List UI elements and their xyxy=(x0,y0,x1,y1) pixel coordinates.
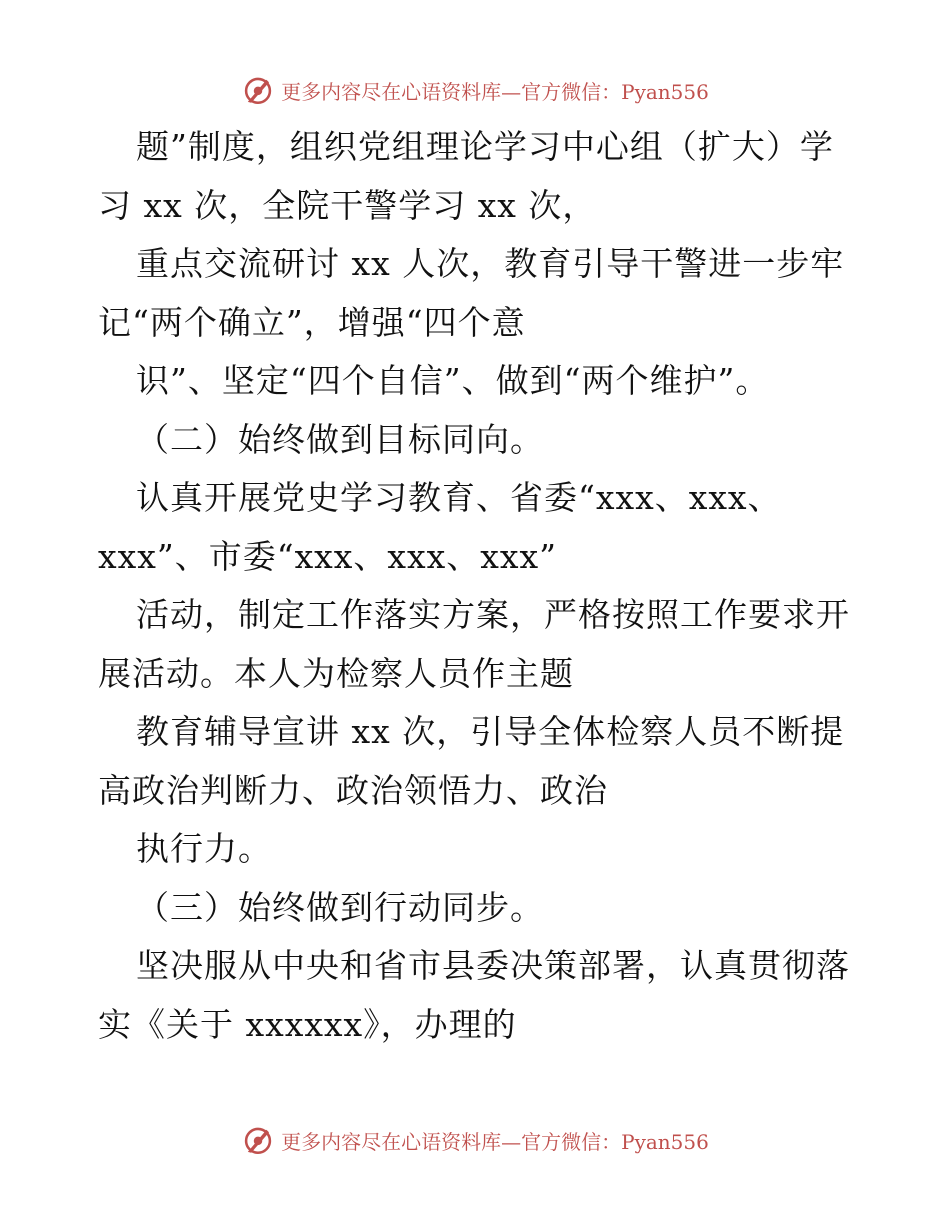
footer-watermark xyxy=(0,1120,950,1160)
text-line: 执行力。 xyxy=(136,829,272,868)
text-line: 习 xx 次，全院干警学习 xx 次， xyxy=(98,185,597,225)
watermark-text: 更多内容尽在心语资料库—官方微信：Pyan556 xyxy=(281,1129,709,1154)
quill-pen-logo-icon xyxy=(241,73,275,107)
header-watermark xyxy=(0,70,950,110)
text-line: 坚决服从中央和省市县委决策部署，认真贯彻落 xyxy=(136,946,850,985)
text-line: 记“两个确立”，增强“四个意 xyxy=(98,302,526,342)
section-heading: （三）始终做到行动同步。 xyxy=(136,887,544,927)
text-line: 认真开展党史学习教育、省委“xxx、xxx、 xyxy=(136,478,782,517)
text-line: xxx”、市委“xxx、xxx、xxx” xyxy=(98,536,557,576)
text-line: 重点交流研讨 xx 人次，教育引导干警进一步牢 xyxy=(136,244,845,283)
text-line: 识”、坚定“四个自信”、做到“两个维护”。 xyxy=(136,361,770,400)
text-line: 活动，制定工作落实方案，严格按照工作要求开 xyxy=(136,595,850,634)
document-body xyxy=(98,118,868,1054)
text-line: 教育辅导宣讲 xx 次，引导全体检察人员不断提 xyxy=(136,712,845,751)
text-line: 题”制度，组织党组理论学习中心组（扩大）学 xyxy=(136,127,834,166)
quill-pen-logo-icon xyxy=(241,1123,275,1157)
text-line: 展活动。本人为检察人员作主题 xyxy=(98,653,574,693)
text-line: 高政治判断力、政治领悟力、政治 xyxy=(98,770,608,810)
section-heading: （二）始终做到目标同向。 xyxy=(136,419,544,459)
watermark-text: 更多内容尽在心语资料库—官方微信：Pyan556 xyxy=(281,79,709,104)
text-line: 实《关于 xxxxxx》，办理的 xyxy=(98,1004,517,1044)
